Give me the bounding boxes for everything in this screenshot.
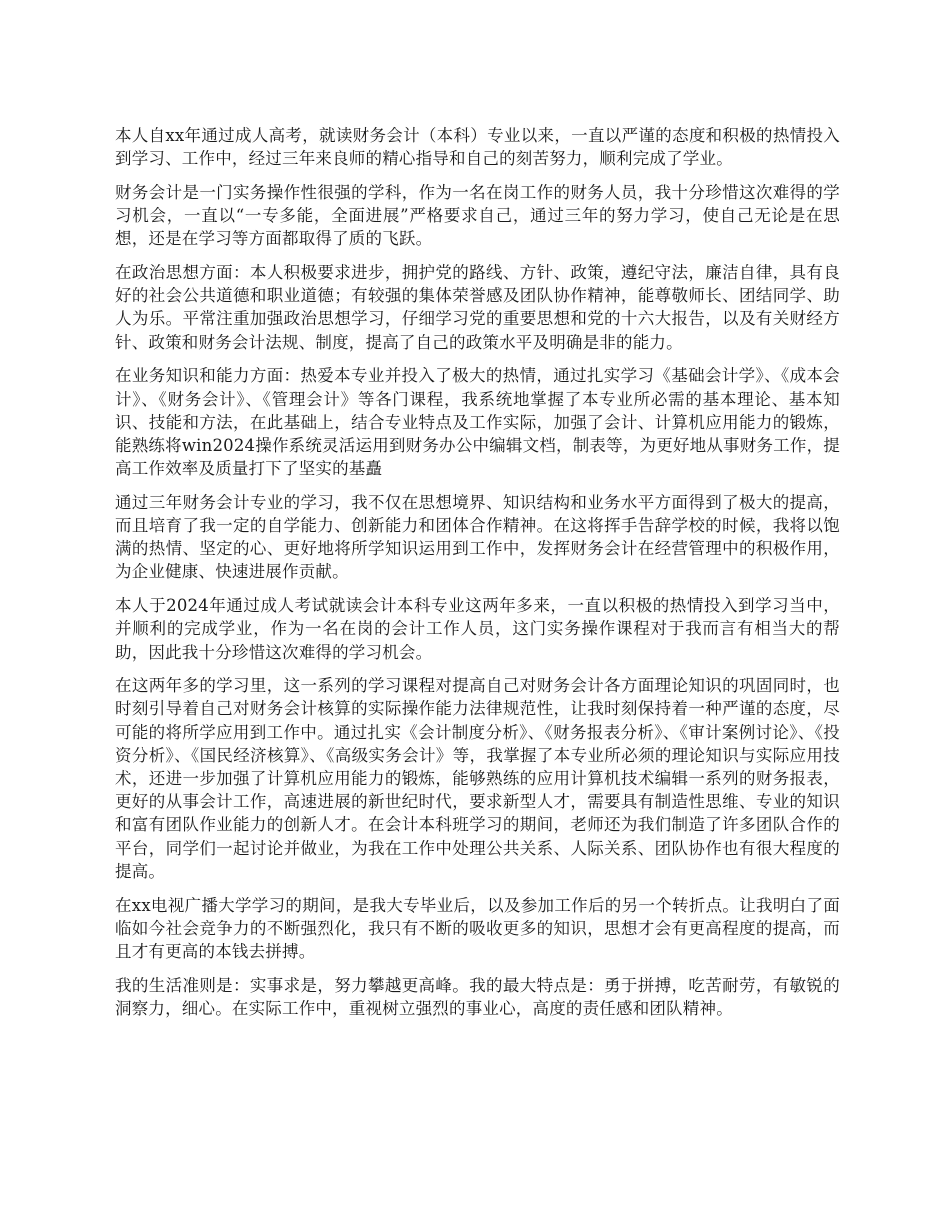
paragraph-study-opportunity: 财务会计是一门实务操作性很强的学科，作为一名在岗工作的财务人员，我十分珍惜这次难得的学习机会，一直以“一专多能，全面进展”严格要求自己，通过三年的努力学习，使自己无论是在思想，还是在学习等方面都取得了质的飞跃。	[115, 182, 840, 249]
document-body	[115, 124, 840, 1031]
paragraph-three-year-summary: 通过三年财务会计专业的学习，我不仅在思想境界、知识结构和业务水平方面得到了极大的提高，而且培育了我一定的自学能力、创新能力和团体合作精神。在这将挥手告辞学校的时候，我将以饱满的热情、坚定的心、更好地将所学知识运用到工作中，发挥财务会计在经营管理中的积极作用，为企业健康、快速进展作贡献。	[115, 492, 840, 582]
paragraph-course-learning: 在这两年多的学习里，这一系列的学习课程对提高自己对财务会计各方面理论知识的巩固同时，也时刻引导着自己对财务会计核算的实际操作能力法律规范性，让我时刻保持着一种严谨的态度，尽可能的将所学应用到工作中。通过扎实《会计制度分析》、《财务报表分析》、《审计案例讨论》、《投资分析》、《国民经济核算》、《高级实务会计》等，我掌握了本专业所必须的理论知识与实际应用技术，还进一步加强了计算机应用能力的锻炼，能够熟练的应用计算机技术编辑一系列的财务报表，更好的从事会计工作，高速进展的新世纪时代，要求新型人才，需要具有制造性思维、专业的知识和富有团队作业能力的创新人才。在会计本科班学习的期间，老师还为我们制造了许多团队合作的平台，同学们一起讨论并做业，为我在工作中处理公共关系、人际关系、团队协作也有很大程度的提高。	[115, 676, 840, 881]
paragraph-intro: 本人自xx年通过成人高考，就读财务会计（本科）专业以来，一直以严谨的态度和积极的热情投入到学习、工作中，经过三年来良师的精心指导和自己的刻苦努力，顺利完成了学业。	[115, 126, 840, 169]
paragraph-life-principles: 我的生活准则是：实事求是，努力攀越更高峰。我的最大特点是：勇于拼搏，吃苦耐劳，有敏锐的洞察力，细心。在实际工作中，重视树立强烈的事业心，高度的责任感和团队精神。	[115, 975, 840, 1018]
paragraph-tv-university: 在xx电视广播大学学习的期间，是我大专毕业后，以及参加工作后的另一个转折点。让我明白了面临如今社会竞争力的不断强烈化，我只有不断的吸收更多的知识，思想才会有更高程度的提高，而且才有更高的本钱去拼搏。	[115, 895, 840, 961]
paragraph-political-thought: 在政治思想方面：本人积极要求进步，拥护党的路线、方针、政策，遵纪守法，廉洁自律，具有良好的社会公共道德和职业道德；有较强的集体荣誉感及团队协作精神，能尊敬师长、团结同学、助人为乐。平常注重加强政治思想学习，仔细学习党的重要思想和党的十六大报告，以及有关财经方针、政策和财务会计法规、制度，提高了自己的政策水平及明确是非的能力。	[115, 263, 840, 352]
paragraph-undergraduate-study: 本人于2024年通过成人考试就读会计本科专业这两年多来，一直以积极的热情投入到学习当中，并顺利的完成学业，作为一名在岗的会计工作人员，这门实务操作课程对于我而言有相当大的帮助，因此我十分珍惜这次难得的学习机会。	[115, 596, 840, 662]
paragraph-professional-knowledge: 在业务知识和能力方面：热爱本专业并投入了极大的热情，通过扎实学习《基础会计学》、《成本会计》、《财务会计》、《管理会计》等各门课程，我系统地掌握了本专业所必需的基本理论、基本知识、技能和方法，在此基础上，结合专业特点及工作实际，加强了会计、计算机应用能力的锻炼，能熟练将win2024操作系统灵活运用到财务办公中编辑文档，制表等，为更好地从事财务工作，提高工作效率及质量打下了坚实的基矗	[115, 366, 840, 479]
